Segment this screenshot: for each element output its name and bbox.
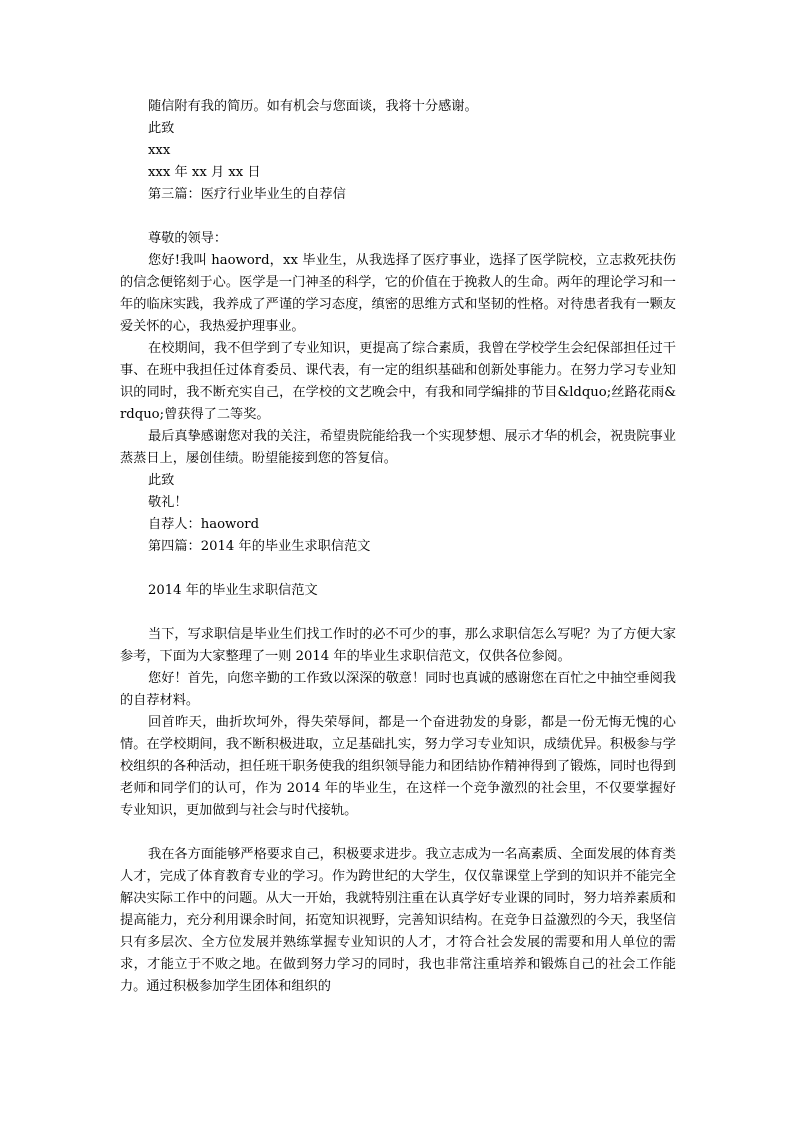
spacer (120, 602, 676, 624)
letter3-signature: 自荐人：haoword (148, 517, 260, 532)
document-page (120, 96, 676, 998)
letter3-paragraph-2: 在校期间，我不但学到了专业知识，更提高了综合素质，我曾在学校学生会纪保部担任过干事、在班中我担任过体育委员、课代表，有一定的组织基础和创新处事能力。在努力学习专业知识的同时，我不断充实自己，在学校的文艺晚会中，有我和同学编排的节目&ldquo;丝路花雨&rdquo;曾获得了二等奖。 (120, 341, 676, 422)
letter3-regards: 敬礼！ (148, 495, 188, 510)
letter4-title: 2014 年的毕业生求职信范文 (148, 583, 318, 598)
letter-date: xxx 年 xx 月 xx 日 (148, 165, 261, 180)
section-heading-part4: 第四篇：2014 年的毕业生求职信范文 (148, 539, 371, 554)
letter3-paragraph-1: 您好!我叫 haoword，xx 毕业生，从我选择了医疗事业，选择了医学院校，立志救死扶伤的信念便铭刻于心。医学是一门神圣的科学，它的价值在于挽救人的生命。两年的理论学习和一年的临床实践，我养成了严谨的学习态度，缜密的思维方式和坚韧的性格。对待患者我有一颗友爱关怀的心，我热爱护理事业。 (120, 253, 676, 334)
letter4-paragraph-3: 回首昨天，曲折坎坷外，得失荣辱间，都是一个奋进勃发的身影，都是一份无悔无愧的心情。在学校期间，我不断积极进取，立足基础扎实，努力学习专业知识，成绩优异。积极参与学校组织的各种活动，担任班干职务使我的组织领导能力和团结协作精神得到了锻炼，同时也得到老师和同学们的认可，作为 2014 年的毕业生，在这样一个竞争激烈的社会里，不仅要掌握好专业知识，更加做到与社会与时代接轨。 (120, 715, 676, 818)
sender-name: xxx (148, 143, 171, 158)
spacer (120, 558, 676, 580)
section-heading-part3: 第三篇：医疗行业毕业生的自荐信 (148, 187, 346, 202)
spacer (120, 206, 676, 228)
salutation: 尊敬的领导： (148, 231, 228, 246)
resume-attached-line: 随信附有我的简历。如有机会与您面谈，我将十分感谢。 (148, 99, 478, 114)
spacer (120, 822, 676, 844)
letter4-paragraph-2: 您好！首先，向您辛勤的工作致以深深的敬意！同时也真诚的感谢您在百忙之中抽空垂阅我的自荐材料。 (120, 671, 676, 708)
closing-line: 此致 (148, 121, 175, 136)
letter4-paragraph-4: 我在各方面能够严格要求自己，积极要求进步。我立志成为一名高素质、全面发展的体育类人才，完成了体育教育专业的学习。作为跨世纪的大学生，仅仅靠课堂上学到的知识并不能完全解决实际工作中的问题。从大一开始，我就特别注重在认真学好专业课的同时，努力培养素质和提高能力，充分利用课余时间，拓宽知识视野，完善知识结构。在竞争日益激烈的今天，我坚信只有多层次、全方位发展并熟练掌握专业知识的人才，才符合社会发展的需要和用人单位的需求，才能立于不败之地。在做到努力学习的同时，我也非常注重培养和锻炼自己的社会工作能力。通过积极参加学生团体和组织的 (120, 847, 676, 994)
letter3-paragraph-3: 最后真挚感谢您对我的关注，希望贵院能给我一个实现梦想、展示才华的机会，祝贵院事业蒸蒸日上，屡创佳绩。盼望能接到您的答复信。 (120, 429, 676, 466)
letter4-paragraph-1: 当下，写求职信是毕业生们找工作时的必不可少的事，那么求职信怎么写呢？为了方便大家参考，下面为大家整理了一则 2014 年的毕业生求职信范文，仅供各位参阅。 (120, 627, 676, 664)
letter3-closing: 此致 (148, 473, 175, 488)
